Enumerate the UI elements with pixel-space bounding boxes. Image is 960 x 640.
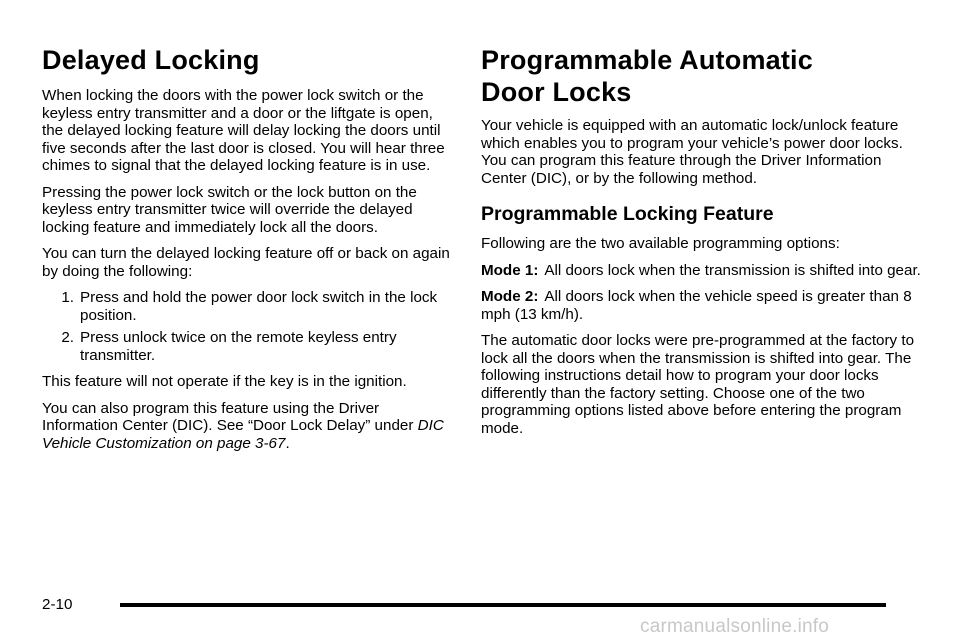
- title-line: Door Locks: [481, 77, 632, 107]
- paragraph: Your vehicle is equipped with an automatic lock/unlock feature which enables you to program your vehicle’s power door locks. You can program this feature through the Driver Information Center (DIC), or by the following method.: [481, 117, 903, 187]
- paragraph: The automatic door locks were pre-programmed at the factory to lock all the doors when the transmission is shifted into gear. The following instructions detail how to program your door locks differently than the factory setting. Choose one of the two programming options listed above before entering the program mode.: [481, 332, 915, 437]
- page-number: 2-10: [42, 596, 73, 613]
- step-number: 2.: [61, 329, 74, 346]
- paragraph-text: .: [285, 434, 290, 452]
- title-line: Programmable Automatic: [481, 45, 813, 75]
- paragraph: This feature will not operate if the key is in the ignition.: [42, 373, 407, 390]
- paragraph: Following are the two available programming options:: [481, 235, 840, 252]
- paragraph-dic-reference: [42, 400, 452, 453]
- step-number: 1.: [61, 289, 74, 306]
- cross-reference-link[interactable]: DIC Vehicle Customization on page 3-67: [42, 417, 444, 452]
- mode-text: All doors lock when the transmission is shifted into gear.: [544, 261, 921, 279]
- left-column: [42, 44, 452, 461]
- step-text: Press and hold the power door lock switch in the lock position.: [80, 289, 438, 324]
- paragraph: Pressing the power lock switch or the lock button on the keyless entry transmitter twice will override the delayed locking feature and immediately lock all the doors.: [42, 183, 417, 236]
- footer-divider: [120, 603, 886, 607]
- steps-list: [42, 289, 452, 364]
- paragraph-text: You can also program this feature using the Driver Information Center (DIC). See “Door Lock Delay” under: [42, 399, 418, 434]
- list-item: [42, 329, 452, 364]
- mode-label: Mode 1:: [481, 261, 539, 279]
- list-item: [42, 289, 452, 324]
- mode-text: All doors lock when the vehicle speed is greater than 8 mph (13 km/h).: [481, 288, 912, 323]
- paragraph: You can turn the delayed locking feature off or back on again by doing the following:: [42, 245, 450, 280]
- step-text: Press unlock twice on the remote keyless entry transmitter.: [80, 329, 397, 364]
- section-title-delayed-locking: Delayed Locking: [42, 45, 260, 75]
- mode-1-paragraph: [481, 262, 921, 280]
- watermark: carmanualsonline.info: [640, 616, 830, 637]
- mode-label: Mode 2:: [481, 288, 539, 305]
- subsection-title: Programmable Locking Feature: [481, 203, 774, 225]
- paragraph: When locking the doors with the power lock switch or the keyless entry transmitter and a door or the liftgate is open, the delayed locking feature will delay locking the doors until five seconds after the last door is closed. You will hear three chimes to signal that the delayed locking feature is in use.: [42, 87, 445, 174]
- mode-2-paragraph: [481, 288, 921, 323]
- section-title-programmable-locks: [481, 44, 921, 108]
- right-column: [481, 44, 921, 446]
